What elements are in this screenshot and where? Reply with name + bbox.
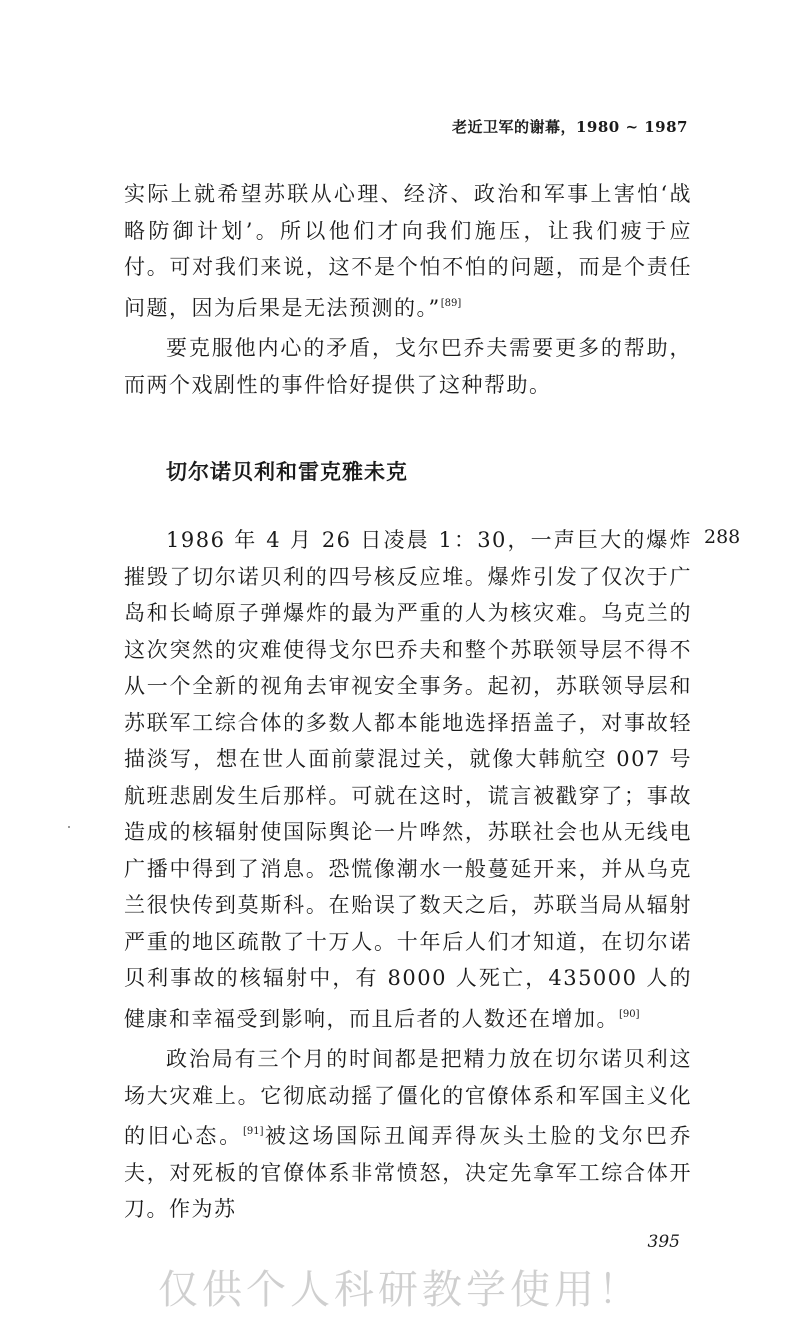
section-heading: 切尔诺贝利和雷克雅未克 — [166, 460, 408, 484]
paragraph-text: 政治局有三个月的时间都是把精力放在切尔诺贝利这场大灾难上。它彻底动摇了僵化的官僚体系和军国主义化的旧心态。 — [124, 1047, 692, 1148]
paragraph-quote-end — [124, 176, 692, 326]
watermark: 仅供个人科研教学使用！ — [158, 1267, 642, 1313]
scan-speck — [68, 826, 70, 828]
top-text-block — [124, 176, 692, 403]
paragraph-chernobyl — [124, 522, 692, 1037]
running-header: 老近卫军的谢幕，1980 ~ 1987 — [451, 118, 688, 136]
paragraph-text: 1986 年 4 月 26 日凌晨 1：30，一声巨大的爆炸摧毁了切尔诺贝利的四号核反应堆。爆炸引发了仅次于广岛和长崎原子弹爆炸的最为严重的人为核灾难。乌克兰的这次突然的灾难使得戈尔巴乔夫和整个苏联领导层不得不从一个全新的视角去审视安全事务。起初，苏联领导层和苏联军工综合体的多数人都本能地选择捂盖子，对事故轻描淡写，想在世人面前蒙混过关，就像大韩航空 007 号航班悲剧发生后那样。可就在这时，谎言被戳穿了；事故造成的核辐射使国际舆论一片哗然，苏联社会也从无线电广播中得到了消息。恐慌像潮水一般蔓延开来，并从乌克兰很快传到莫斯科。在贻误了数天之后，苏联当局从辐射严重的地区疏散了十万人。十年后人们才知道，在切尔诺贝利事故的核辐射中，有 8000 人死亡，435000 人的健康和幸福受到影响，而且后者的人数还在增加。 — [124, 528, 692, 1031]
footnote-ref: [91] — [243, 1126, 264, 1137]
page-number: 395 — [647, 1232, 680, 1252]
footnote-ref: [90] — [619, 1008, 640, 1020]
paragraph-politburo — [124, 1041, 692, 1228]
paragraph-text: 被这场国际丑闻弄得灰头土脸的戈尔巴乔夫，对死板的官僚体系非常愤怒，决定先拿军工综合体开刀。作为苏 — [124, 1124, 692, 1221]
paragraph-text: 实际上就希望苏联从心理、经济、政治和军事上害怕‘战略防御计划’。所以他们才向我们施压，让我们疲于应付。可对我们来说，这不是个怕不怕的问题，而是个责任问题，因为后果是无法预测的。” — [124, 182, 692, 320]
paragraph-text: 要克服他内心的矛盾，戈尔巴乔夫需要更多的帮助，而两个戏剧性的事件恰好提供了这种帮助。 — [124, 336, 692, 397]
margin-page-reference: 288 — [704, 526, 741, 548]
paragraph-transition — [124, 330, 692, 403]
footnote-ref: [89] — [440, 297, 462, 309]
main-text-block — [124, 522, 692, 1228]
